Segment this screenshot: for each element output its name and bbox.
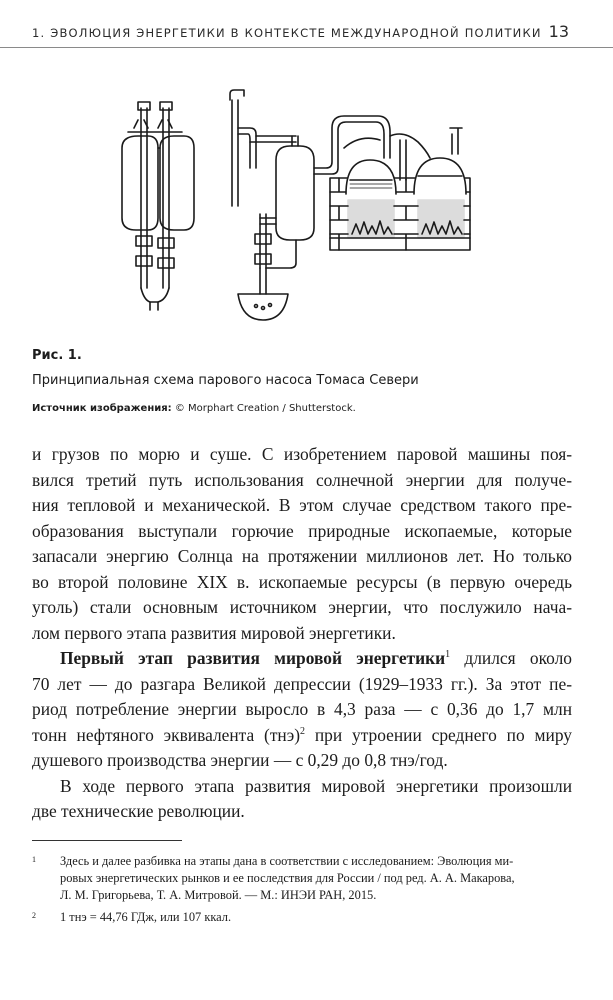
text-line: ния тепловой и механической. В этом случае средством такого пре- <box>32 495 572 515</box>
text-line: риод потребление энергии выросло в 4,3 раза — с 0,36 до 1,7 млн <box>32 699 572 719</box>
figure-label: Рис. 1. <box>32 348 82 363</box>
footnote-separator <box>32 840 182 841</box>
footnote-text: 1 тнэ = 44,76 ГДж, или 107 ккал. <box>60 910 232 924</box>
body-text <box>32 442 572 825</box>
text-line: лом первого этапа развития мировой энергетики. <box>32 622 396 643</box>
text-line: во второй половине XIX в. ископаемые ресурсы (в первую очередь <box>32 571 572 592</box>
paragraph <box>32 442 572 646</box>
text-line: душевого производства энергии — с 0,29 до 0,8 тнэ/год. <box>32 750 448 770</box>
text-line: Первый этап развития мировой энергетики$^1$ длился около <box>60 648 572 668</box>
paragraph <box>32 646 572 774</box>
text-line: две технические революции. <box>32 801 245 821</box>
footnote-ref[interactable]: 1 <box>445 649 451 660</box>
footnote-text: Здесь и далее разбивка на этапы дана в соответствии с исследованием: Эволюция ми- ровых энергетических рынков и ее последствия для России / под ред. А. А. Макарова, Л. М. Григорьева, Т. А. Митровой. — М.: ИНЭИ РАН, 2015. <box>60 854 515 902</box>
figure-source <box>32 403 356 414</box>
footnote-ref[interactable]: 2 <box>300 725 305 737</box>
footnote-number: 2 <box>32 911 36 920</box>
paragraph <box>32 774 572 825</box>
stage-heading: Первый этап развития мировой энергетики <box>60 648 446 668</box>
text-line: образования выступали горючие природные ископаемые, которые <box>32 520 572 541</box>
text-line: вился третий путь использования солнечной энергии для получе- <box>32 469 572 490</box>
text-line: запасали энергию Солнца на протяжении миллионов лет. Но только <box>32 546 572 566</box>
savery-pump-illustration <box>100 88 500 338</box>
footnote-number: 1 <box>32 855 36 864</box>
text-line: В ходе первого этапа развития мировой энергетики произошли <box>60 775 572 796</box>
text-line: и грузов по морю и суше. С изобретением паровой машины поя- <box>32 444 572 464</box>
text-line: уголь) стали основным источником энергии, что послужило нача- <box>32 597 572 617</box>
page-header <box>0 0 613 48</box>
page-number: 13 <box>548 22 569 41</box>
text-line: тонн нефтяного эквивалента (тнэ)$^2$ при утроении среднего по миру <box>32 724 572 745</box>
header-rule <box>0 47 613 48</box>
source-text: © Morphart Creation / Shutterstock. <box>171 403 356 414</box>
running-head: 1. ЭВОЛЮЦИЯ ЭНЕРГЕТИКИ В КОНТЕКСТЕ МЕЖДУНАРОДНОЙ ПОЛИТИКИ <box>32 26 542 40</box>
figure-caption: Принципиальная схема парового насоса Томаса Севери <box>32 373 419 388</box>
source-label: Источник изображения: <box>32 403 172 414</box>
text-line: 70 лет — до разгара Великой депрессии (1929–1933 гг.). За этот пе- <box>32 673 572 694</box>
